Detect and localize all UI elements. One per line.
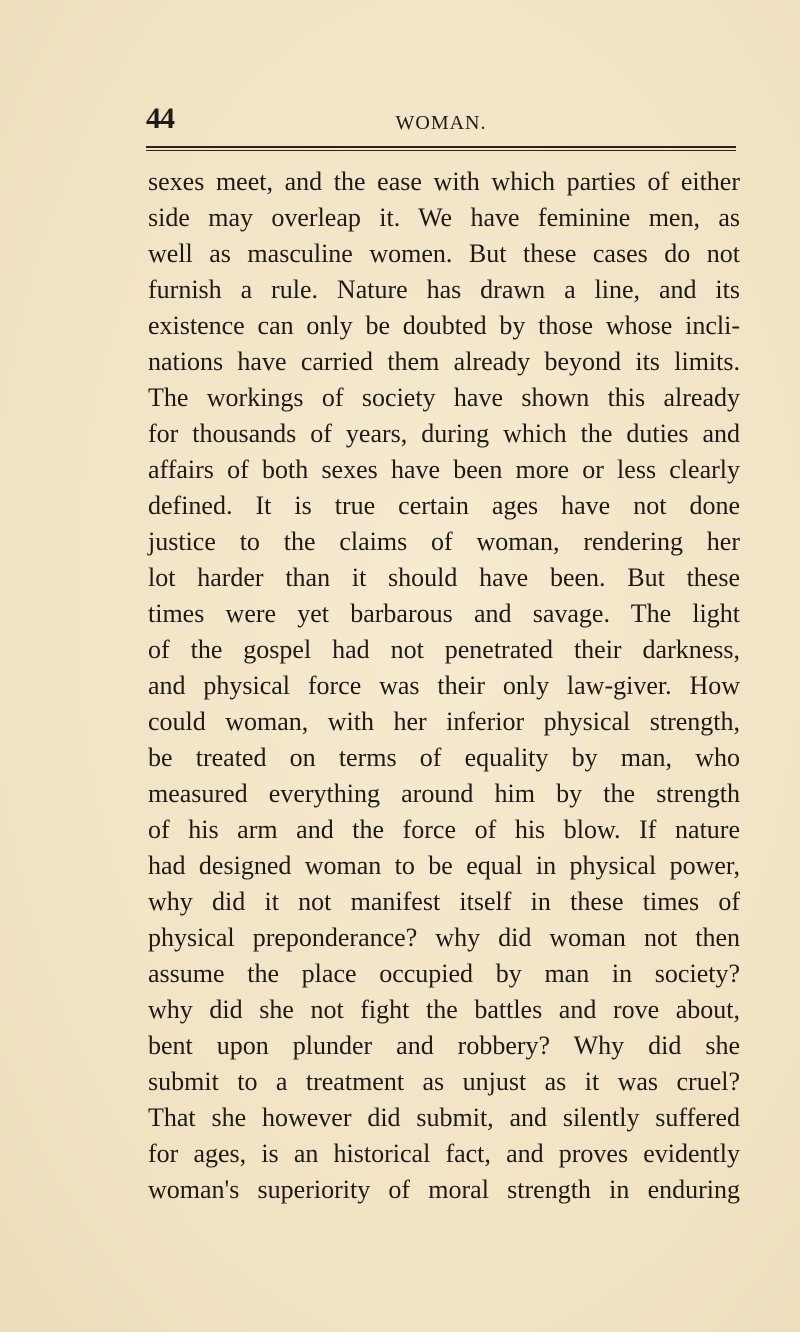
text-line: and physical force was their only law-giver. How [148, 671, 740, 700]
page-header [146, 102, 736, 142]
text-line: That she however did submit, and silently suffered [148, 1103, 740, 1132]
text-line: had designed woman to be equal in physical power, [148, 851, 740, 880]
text-line: lot harder than it should have been. But these [148, 563, 740, 592]
text-line: woman's superiority of moral strength in enduring [148, 1175, 740, 1204]
text-line: assume the place occupied by man in society? [148, 959, 740, 988]
text-line: why did it not manifest itself in these times of [148, 887, 740, 916]
header-rule [146, 146, 736, 148]
text-line: nations have carried them already beyond its limits. [148, 347, 740, 376]
text-line: furnish a rule. Nature has drawn a line, and its [148, 275, 740, 304]
text-line: well as masculine women. But these cases do not [148, 239, 740, 268]
text-line: The workings of society have shown this already [148, 383, 740, 412]
page-number: 44 [146, 102, 174, 135]
text-line: physical preponderance? why did woman not then [148, 923, 740, 952]
text-line: existence can only be doubted by those whose incli- [148, 311, 740, 340]
text-line: submit to a treatment as unjust as it was cruel? [148, 1067, 740, 1096]
text-line: times were yet barbarous and savage. The light [148, 599, 740, 628]
text-line: justice to the claims of woman, rendering her [148, 527, 740, 556]
text-line: why did she not fight the battles and rove about, [148, 995, 740, 1024]
text-line: could woman, with her inferior physical strength, [148, 707, 740, 736]
text-line: of the gospel had not penetrated their darkness, [148, 635, 740, 664]
text-line: sexes meet, and the ease with which parties of either [148, 167, 740, 196]
body-text [148, 164, 740, 1208]
text-line: for ages, is an historical fact, and proves evidently [148, 1139, 740, 1168]
text-line: bent upon plunder and robbery? Why did she [148, 1031, 740, 1060]
text-line: measured everything around him by the strength [148, 779, 740, 808]
running-head: WOMAN. [395, 112, 487, 134]
text-line: side may overleap it. We have feminine men, as [148, 203, 740, 232]
text-line: of his arm and the force of his blow. If nature [148, 815, 740, 844]
text-line: defined. It is true certain ages have not done [148, 491, 740, 520]
text-line: be treated on terms of equality by man, who [148, 743, 740, 772]
text-line: affairs of both sexes have been more or less clearly [148, 455, 740, 484]
text-line: for thousands of years, during which the duties and [148, 419, 740, 448]
